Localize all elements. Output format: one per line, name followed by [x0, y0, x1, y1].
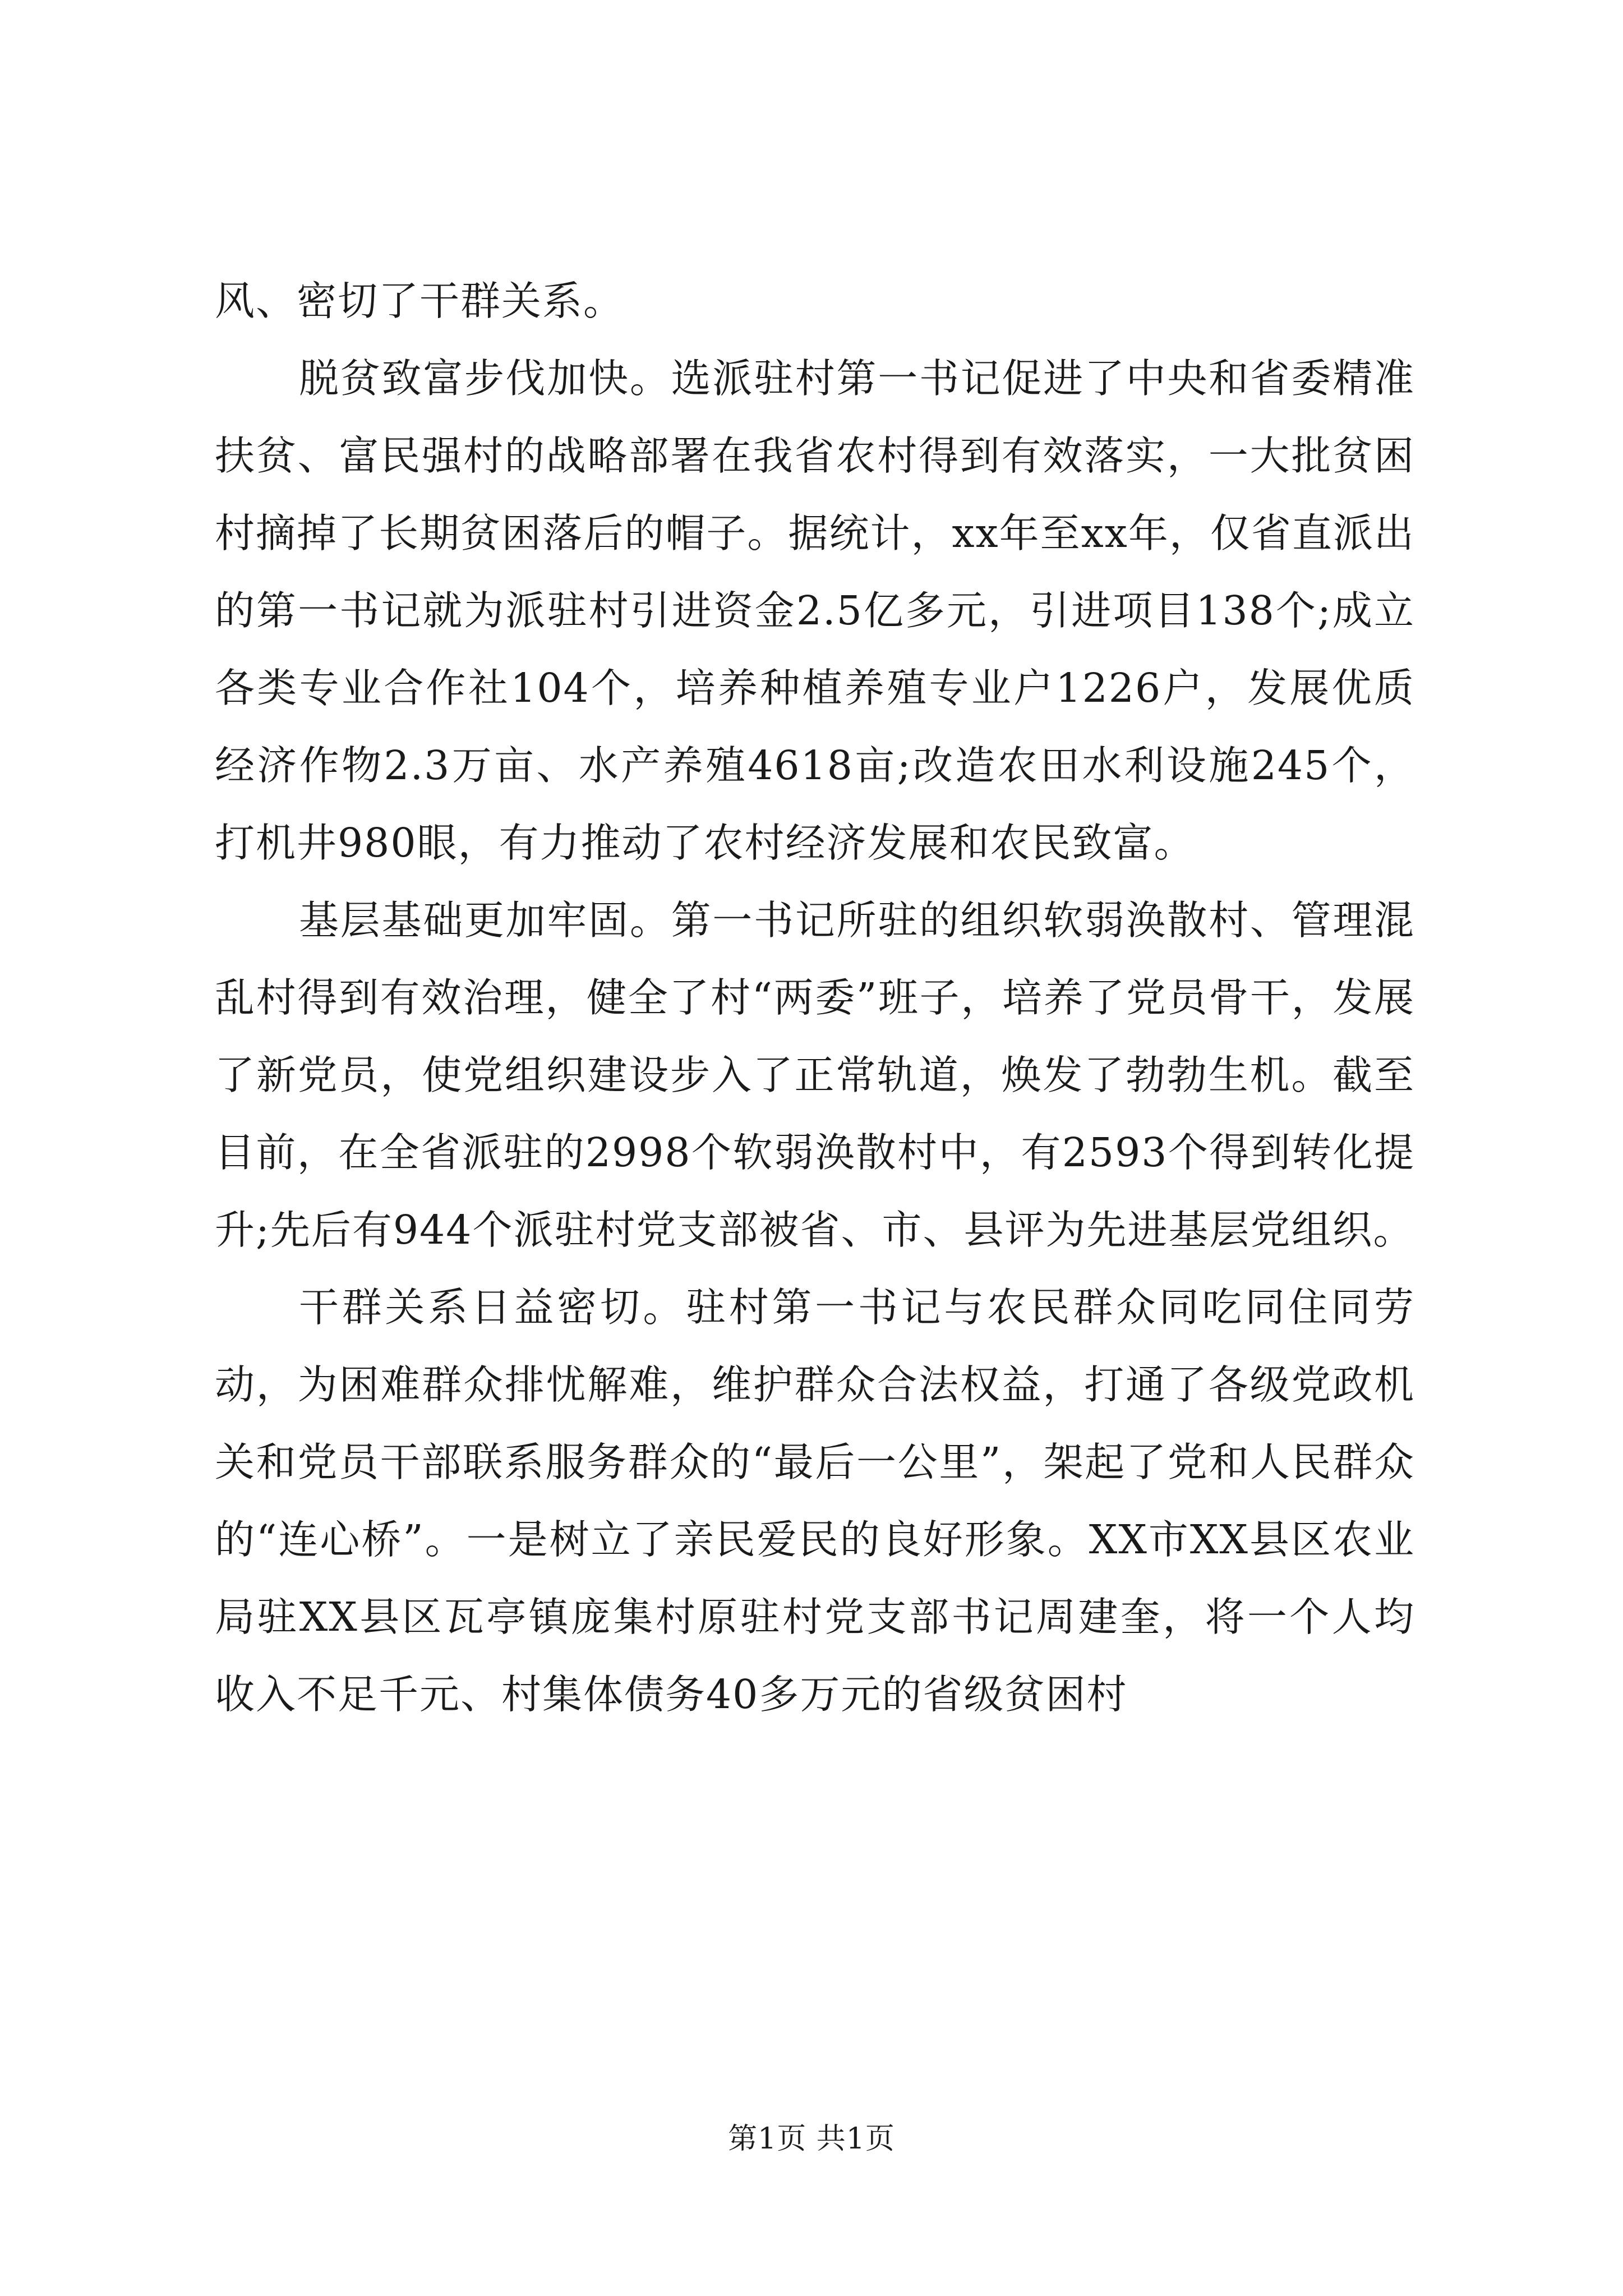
body-text: [215, 263, 1415, 1733]
paragraph-grassroots-foundation: 基层基础更加牢固。第一书记所驻的组织软弱涣散村、管理混乱村得到有效治理，健全了村“两委”班子，培养了党员骨干，发展了新党员，使党组织建设步入了正常轨道，焕发了勃勃生机。截至目前，在全省派驻的2998个软弱涣散村中，有2593个得到转化提升;先后有944个派驻村党支部被省、市、县评为先进基层党组织。: [215, 897, 1415, 1253]
paragraph-poverty-alleviation: 脱贫致富步伐加快。选派驻村第一书记促进了中央和省委精准扶贫、富民强村的战略部署在我省农村得到有效落实，一大批贫困村摘掉了长期贫困落后的帽子。据统计，xx年至xx年，仅省直派出的第一书记就为派驻村引进资金2.5亿多元，引进项目138个;成立各类专业合作社104个，培养种植养殖专业户1226户，发展优质经济作物2.3万亩、水产养殖4618亩;改造农田水利设施245个，打机井980眼，有力推动了农村经济发展和农民致富。: [215, 355, 1415, 866]
page-footer: 第1页 共1页: [728, 2122, 895, 2156]
paragraph-cadre-relations: 干群关系日益密切。驻村第一书记与农民群众同吃同住同劳动，为困难群众排忧解难，维护群众合法权益，打通了各级党政机关和党员干部联系服务群众的“最后一公里”，架起了党和人民群众的“连心桥”。一是树立了亲民爱民的良好形象。XX市XX县区农业局驻XX县区瓦亭镇庞集村原驻村党支部书记周建奎，将一个人均收入不足千元、村集体债务40多万元的省级贫困村: [215, 1284, 1415, 1718]
paragraph-continuation: 风、密切了干群关系。: [215, 278, 625, 324]
